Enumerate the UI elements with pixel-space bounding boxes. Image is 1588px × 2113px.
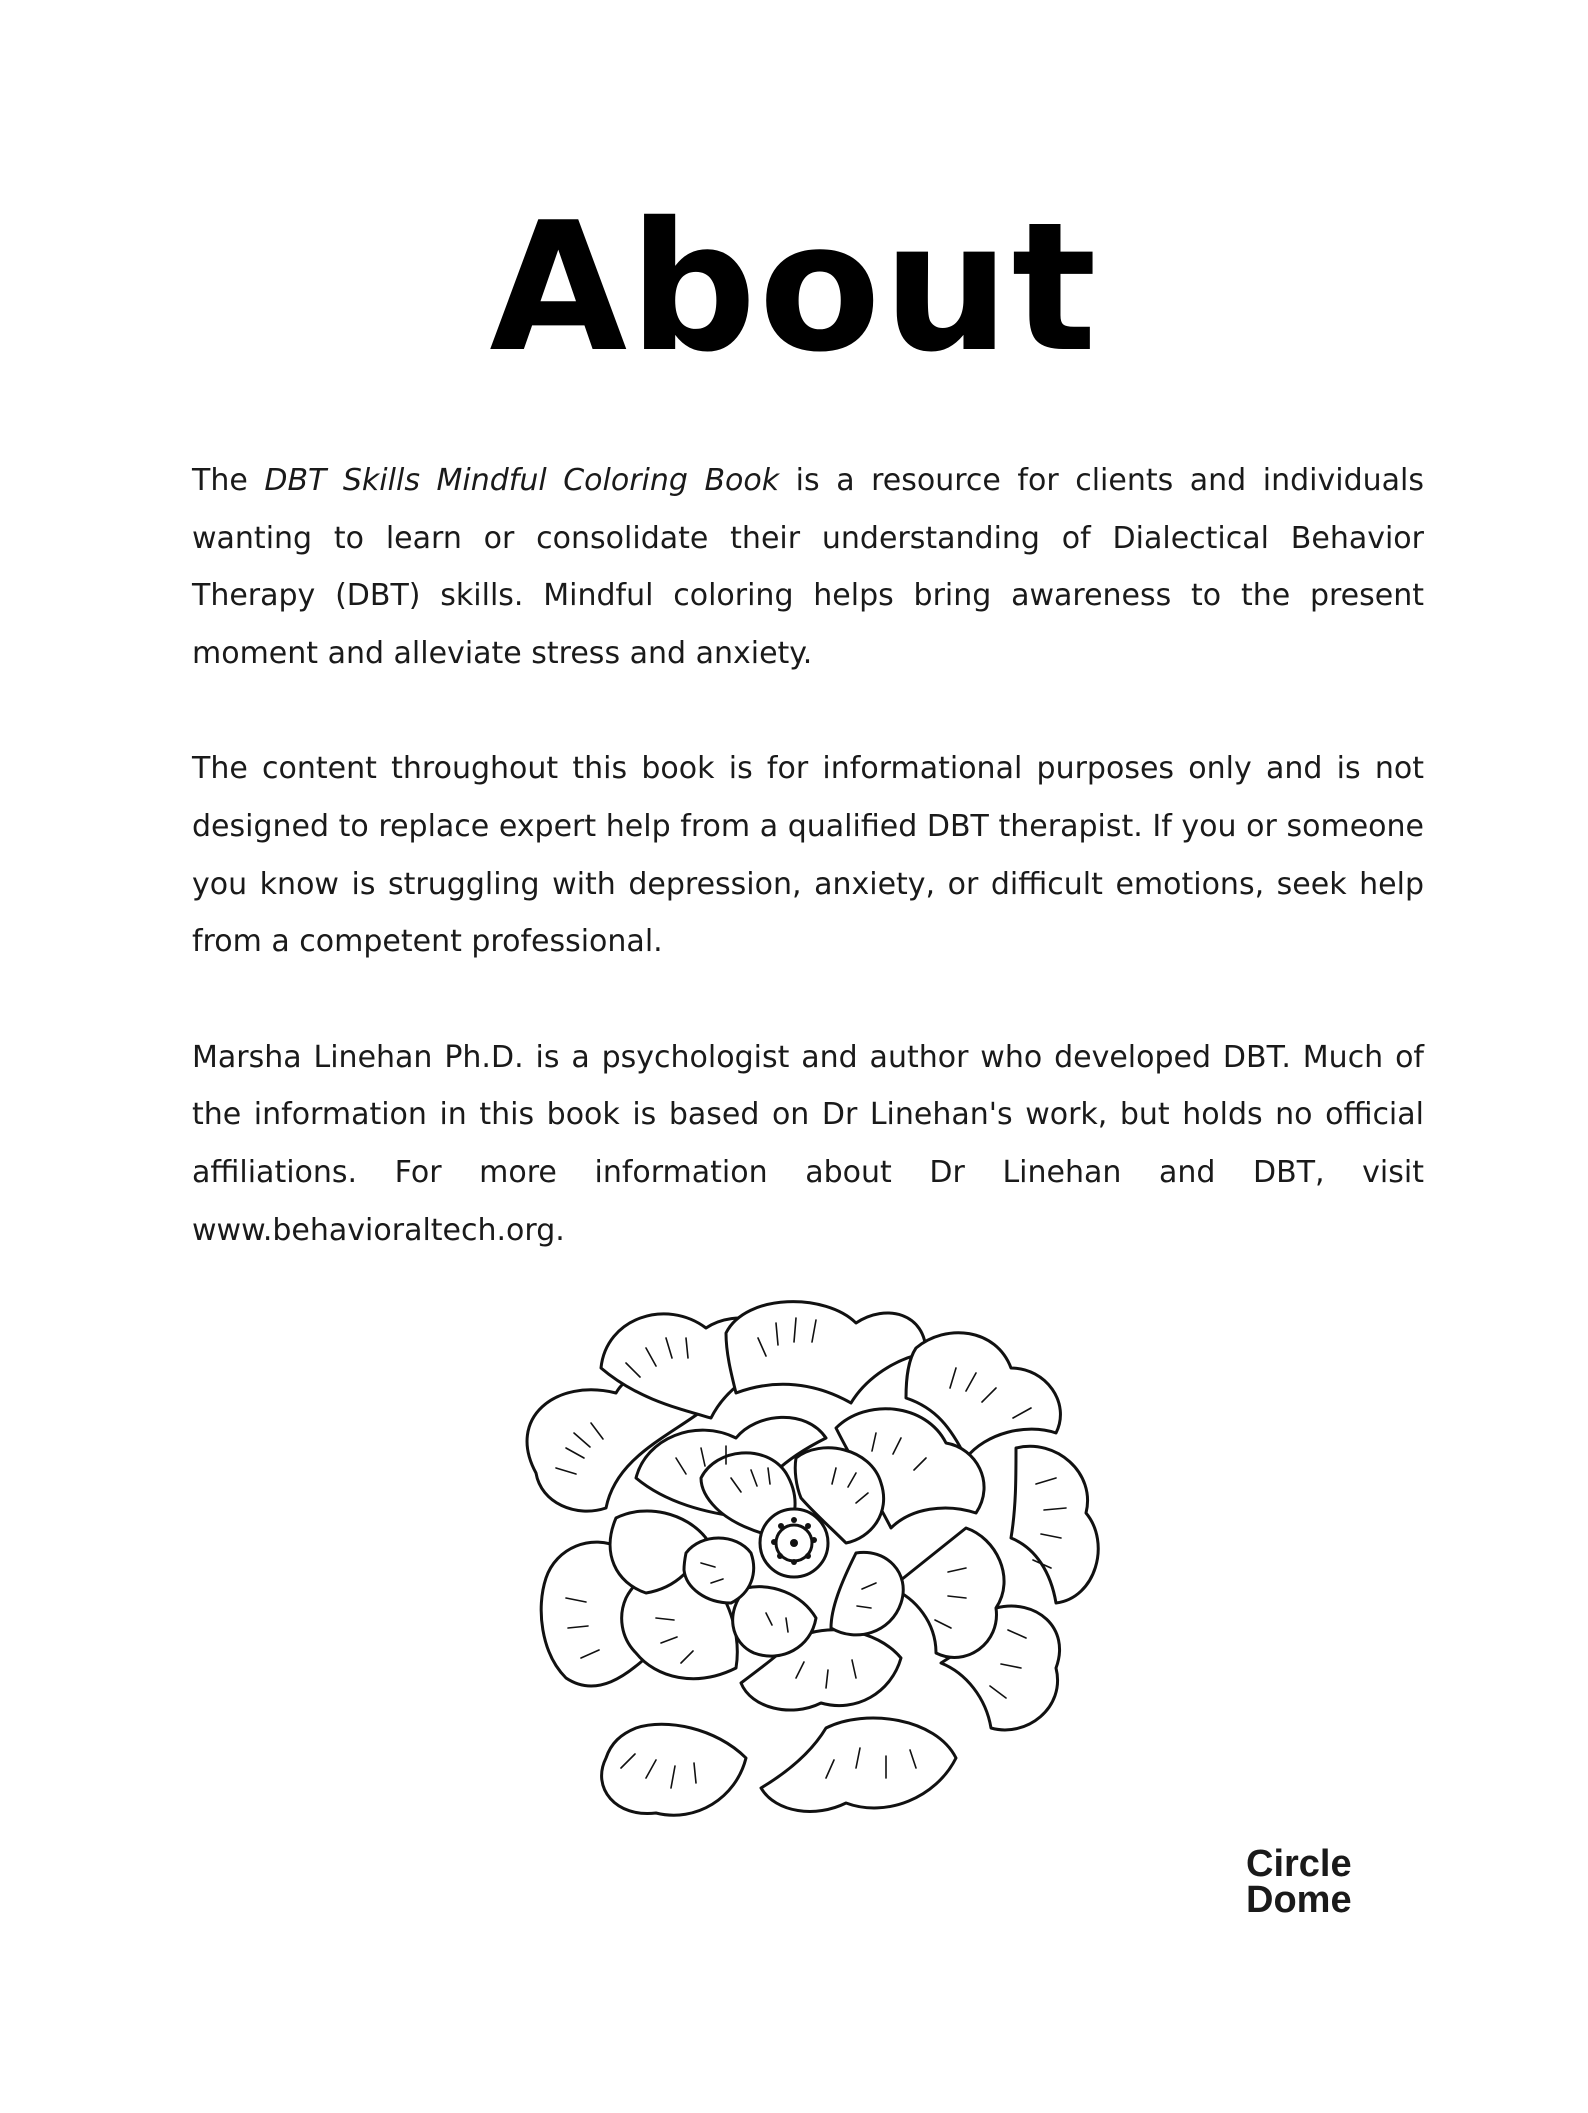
paragraph-intro [192, 452, 1424, 682]
outer-petal [1011, 1446, 1098, 1603]
flower-icon [496, 1298, 1112, 1838]
middle-petal [891, 1528, 1004, 1657]
outer-petal [761, 1718, 956, 1811]
brand-line-2: Dome [1246, 1879, 1352, 1921]
paragraph-intro-suffix: is a resource for clients and individuals wanting to learn or consolidate their understanding of Dialectical Behavior Therapy (DBT) skills. Mindful coloring helps bring awareness to the present moment and alleviate stress and anxiety. [192, 463, 1424, 671]
paragraph-attribution: Marsha Linehan Ph.D. is a psychologist and author who developed DBT. Much of the information in this book is based on Dr Linehan's work, but holds no official affiliations. For more information about Dr Linehan and DBT, visit www.behavioraltech.org. [192, 1039, 1424, 1248]
body-text [192, 452, 1424, 1317]
paragraph-intro-prefix: The [192, 463, 265, 498]
brand-logo [1246, 1843, 1352, 1921]
inner-petal [831, 1552, 903, 1635]
paragraph-disclaimer: The content throughout this book is for informational purposes only and is not designed to replace expert help from a qualified DBT therapist. If you or someone you know is struggling with depression, anxiety, or difficult emotions, seek help from a competent professional. [192, 751, 1424, 960]
book-title-emphasis: DBT Skills Mindful Coloring Book [264, 463, 780, 498]
page-title: About [489, 184, 1099, 391]
outer-petal [726, 1302, 926, 1403]
brand-line-1: Circle [1246, 1843, 1352, 1885]
